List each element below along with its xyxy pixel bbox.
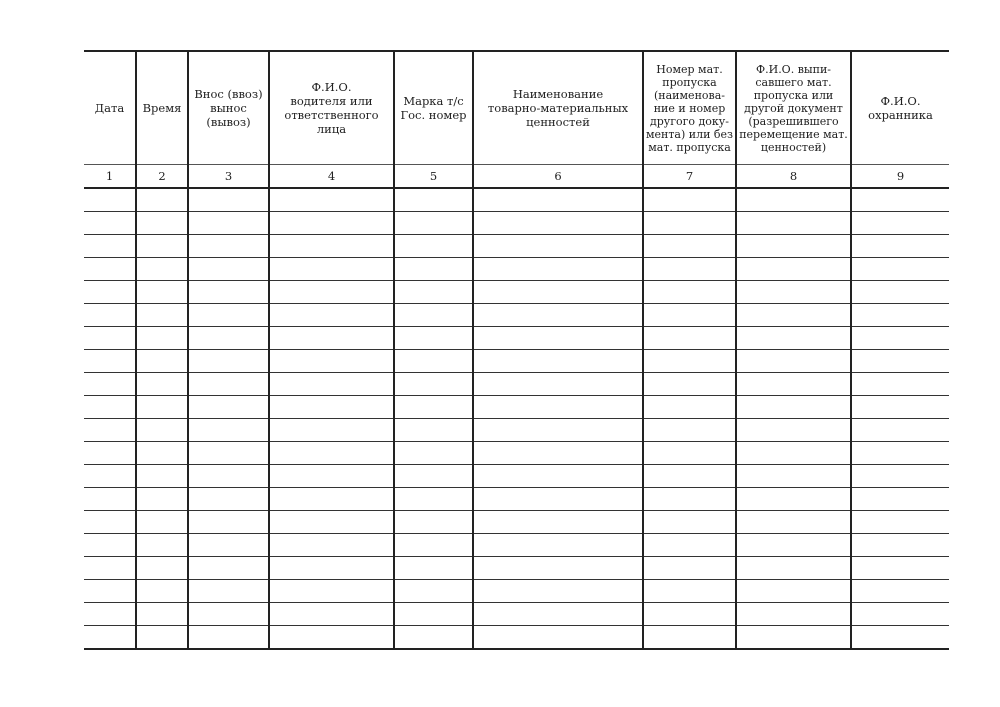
header-guard-name: Ф.И.О. охранника (851, 51, 949, 165)
table-cell (643, 580, 736, 603)
log-table (84, 50, 949, 650)
table-cell (736, 212, 851, 235)
table-cell (394, 396, 473, 419)
table-cell (851, 534, 949, 557)
table-cell (851, 327, 949, 350)
table-cell (394, 580, 473, 603)
table-cell (394, 603, 473, 626)
table-cell (736, 396, 851, 419)
table-cell (736, 350, 851, 373)
table-cell (851, 626, 949, 650)
header-date: Дата (84, 51, 136, 165)
table-cell (136, 327, 188, 350)
table-cell (136, 258, 188, 281)
table-cell (851, 465, 949, 488)
table-row (84, 488, 949, 511)
table-cell (136, 465, 188, 488)
table-cell (188, 603, 269, 626)
table-cell (269, 235, 394, 258)
table-cell (136, 373, 188, 396)
table-cell (188, 212, 269, 235)
table-cell (84, 488, 136, 511)
table-cell (851, 396, 949, 419)
table-cell (136, 350, 188, 373)
table-row (84, 534, 949, 557)
table-cell (136, 304, 188, 327)
table-cell (136, 511, 188, 534)
table-cell (188, 258, 269, 281)
table-cell (269, 534, 394, 557)
column-number: 2 (136, 165, 188, 189)
table-cell (736, 442, 851, 465)
table-cell (188, 488, 269, 511)
table-cell (84, 235, 136, 258)
table-cell (643, 534, 736, 557)
table-cell (84, 465, 136, 488)
table-cell (188, 557, 269, 580)
table-row (84, 281, 949, 304)
header-time: Время (136, 51, 188, 165)
table-cell (473, 580, 643, 603)
table-cell (136, 626, 188, 650)
table-row (84, 580, 949, 603)
table-cell (851, 603, 949, 626)
table-cell (394, 188, 473, 212)
header-goods: Наименование товарно-материальных ценностей (473, 51, 643, 165)
table-cell (643, 626, 736, 650)
table-cell (473, 258, 643, 281)
table-cell (736, 419, 851, 442)
table-cell (851, 557, 949, 580)
table-cell (394, 212, 473, 235)
column-number: 3 (188, 165, 269, 189)
table-row (84, 419, 949, 442)
table-cell (473, 327, 643, 350)
table-cell (473, 350, 643, 373)
table-cell (736, 188, 851, 212)
table-cell (136, 580, 188, 603)
table-cell (736, 603, 851, 626)
table-cell (643, 281, 736, 304)
table-cell (269, 396, 394, 419)
column-number: 5 (394, 165, 473, 189)
table-cell (643, 465, 736, 488)
table-cell (394, 465, 473, 488)
table-cell (188, 534, 269, 557)
table-cell (643, 603, 736, 626)
table-cell (269, 327, 394, 350)
table-cell (269, 442, 394, 465)
table-cell (84, 281, 136, 304)
table-row (84, 304, 949, 327)
table-body (84, 188, 949, 649)
table-cell (851, 488, 949, 511)
table-cell (84, 511, 136, 534)
table-cell (473, 188, 643, 212)
table-cell (736, 304, 851, 327)
table-row (84, 626, 949, 650)
table-cell (851, 511, 949, 534)
table-cell (643, 488, 736, 511)
table-cell (473, 235, 643, 258)
table-cell (136, 534, 188, 557)
table-cell (394, 626, 473, 650)
column-number: 1 (84, 165, 136, 189)
table-cell (851, 373, 949, 396)
column-number: 7 (643, 165, 736, 189)
table-cell (473, 511, 643, 534)
table-cell (269, 281, 394, 304)
table-cell (136, 188, 188, 212)
table-cell (136, 557, 188, 580)
table-cell (84, 396, 136, 419)
table-cell (84, 534, 136, 557)
table-cell (473, 304, 643, 327)
table-cell (643, 373, 736, 396)
table-cell (473, 603, 643, 626)
table-cell (394, 488, 473, 511)
table-cell (84, 350, 136, 373)
table-cell (851, 212, 949, 235)
table-cell (394, 235, 473, 258)
table-cell (136, 212, 188, 235)
table-cell (188, 419, 269, 442)
column-number: 4 (269, 165, 394, 189)
table-cell (473, 534, 643, 557)
table-row (84, 442, 949, 465)
table-cell (269, 419, 394, 442)
table-cell (84, 327, 136, 350)
table-row (84, 212, 949, 235)
table-row (84, 258, 949, 281)
table-cell (269, 580, 394, 603)
table-cell (394, 327, 473, 350)
table-cell (136, 281, 188, 304)
table-cell (84, 419, 136, 442)
table-cell (136, 488, 188, 511)
table-cell (736, 488, 851, 511)
table-cell (188, 580, 269, 603)
table-cell (269, 511, 394, 534)
table-cell (394, 350, 473, 373)
table-cell (736, 327, 851, 350)
table-row (84, 327, 949, 350)
header-vehicle: Марка т/с Гос. номер (394, 51, 473, 165)
table-cell (84, 373, 136, 396)
table-cell (736, 281, 851, 304)
table-row (84, 465, 949, 488)
table-cell (84, 603, 136, 626)
table-cell (643, 442, 736, 465)
table-cell (84, 188, 136, 212)
table-cell (394, 557, 473, 580)
table-cell (136, 396, 188, 419)
table-cell (269, 258, 394, 281)
table-cell (643, 419, 736, 442)
column-number: 6 (473, 165, 643, 189)
table-cell (136, 235, 188, 258)
table-cell (473, 212, 643, 235)
table-cell (473, 626, 643, 650)
table-cell (473, 557, 643, 580)
table-row (84, 188, 949, 212)
table-cell (394, 419, 473, 442)
table-cell (851, 258, 949, 281)
table-cell (736, 626, 851, 650)
table-cell (851, 580, 949, 603)
header-row (84, 51, 949, 165)
table-cell (736, 580, 851, 603)
table-cell (84, 212, 136, 235)
table-cell (394, 534, 473, 557)
table-cell (188, 511, 269, 534)
table-cell (394, 258, 473, 281)
table-cell (269, 373, 394, 396)
table-cell (394, 304, 473, 327)
table-cell (851, 235, 949, 258)
table-cell (84, 557, 136, 580)
table-row (84, 350, 949, 373)
header-driver-name: Ф.И.О. водителя или ответственного лица (269, 51, 394, 165)
table-cell (473, 465, 643, 488)
table-cell (736, 373, 851, 396)
column-number: 9 (851, 165, 949, 189)
table-row (84, 373, 949, 396)
table-cell (851, 304, 949, 327)
table-cell (188, 188, 269, 212)
table-cell (736, 557, 851, 580)
table-cell (643, 235, 736, 258)
table-cell (188, 396, 269, 419)
table-cell (394, 442, 473, 465)
table-cell (473, 442, 643, 465)
table-cell (736, 465, 851, 488)
table-cell (269, 488, 394, 511)
table-row (84, 235, 949, 258)
column-number: 8 (736, 165, 851, 189)
table-cell (643, 557, 736, 580)
table-cell (188, 304, 269, 327)
column-number-row (84, 165, 949, 189)
table-cell (473, 488, 643, 511)
table-row (84, 557, 949, 580)
header-in-out: Внос (ввоз) вынос (вывоз) (188, 51, 269, 165)
table-cell (736, 235, 851, 258)
table-cell (136, 419, 188, 442)
table-cell (643, 511, 736, 534)
table-cell (473, 373, 643, 396)
table-cell (269, 465, 394, 488)
table-cell (736, 258, 851, 281)
table-cell (851, 419, 949, 442)
table-cell (188, 626, 269, 650)
table-cell (136, 442, 188, 465)
table-row (84, 603, 949, 626)
table-cell (84, 304, 136, 327)
table-cell (851, 281, 949, 304)
table-cell (643, 212, 736, 235)
table-cell (188, 465, 269, 488)
table-cell (84, 580, 136, 603)
table-cell (643, 327, 736, 350)
table-cell (394, 511, 473, 534)
table-cell (473, 281, 643, 304)
table-cell (269, 626, 394, 650)
table-cell (84, 258, 136, 281)
table-cell (643, 258, 736, 281)
table-cell (269, 557, 394, 580)
table-cell (269, 212, 394, 235)
table-cell (643, 396, 736, 419)
table-cell (473, 396, 643, 419)
table-cell (269, 188, 394, 212)
table-cell (643, 304, 736, 327)
table-cell (269, 350, 394, 373)
table-row (84, 396, 949, 419)
table-cell (188, 442, 269, 465)
table-cell (643, 188, 736, 212)
header-issuer-name: Ф.И.О. выпи- савшего мат. пропуска или другой документ (разрешившего перемещение мат. ценностей) (736, 51, 851, 165)
table-cell (188, 235, 269, 258)
table-cell (84, 442, 136, 465)
table-cell (136, 603, 188, 626)
table-cell (269, 304, 394, 327)
table-cell (394, 373, 473, 396)
table-cell (188, 281, 269, 304)
table-cell (188, 373, 269, 396)
table-cell (736, 534, 851, 557)
table-row (84, 511, 949, 534)
table-cell (851, 442, 949, 465)
table-cell (851, 350, 949, 373)
table-cell (851, 188, 949, 212)
table-cell (394, 281, 473, 304)
table-cell (643, 350, 736, 373)
header-pass-number: Номер мат. пропуска (наименова- ние и номер другого доку- мента) или без мат. пропуска (643, 51, 736, 165)
table-cell (736, 511, 851, 534)
table-cell (188, 327, 269, 350)
table-cell (188, 350, 269, 373)
table-cell (269, 603, 394, 626)
table-cell (84, 626, 136, 650)
table-cell (473, 419, 643, 442)
